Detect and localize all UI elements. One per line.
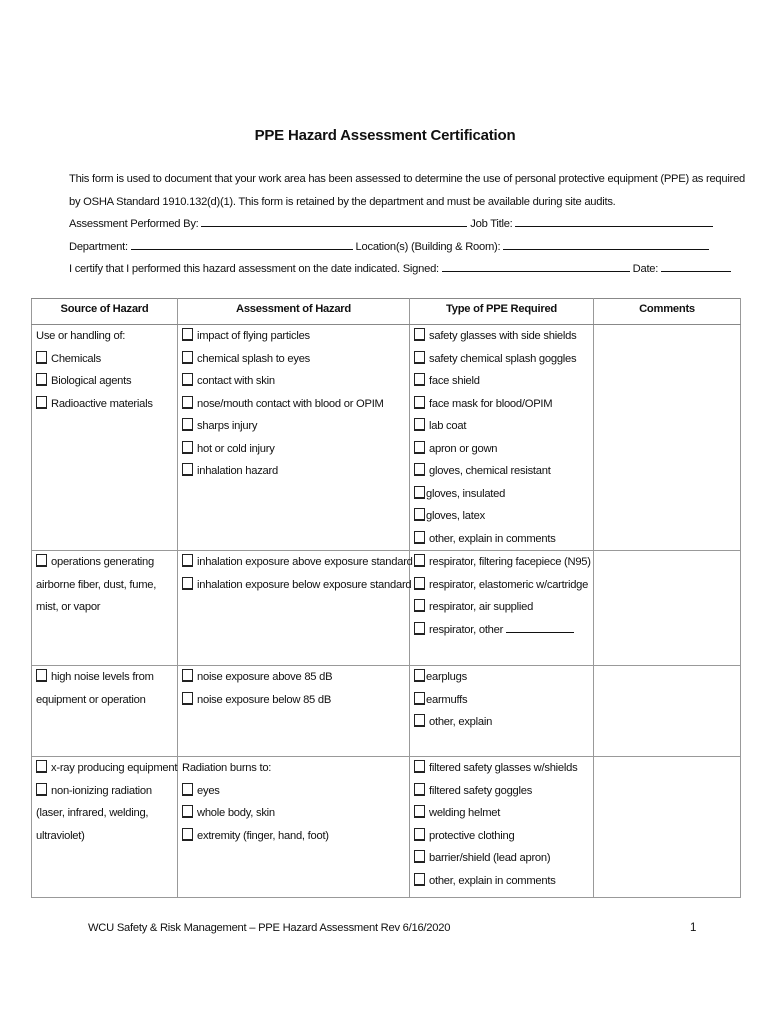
date-field[interactable]: [661, 259, 731, 272]
option-label: eyes: [197, 784, 220, 797]
assessment-option: [182, 574, 412, 597]
assessment-option: [182, 666, 405, 689]
option-label: hot or cold injury: [197, 442, 275, 455]
option-label: sharps injury: [197, 420, 258, 432]
source-cell: [32, 666, 178, 757]
comments-cell[interactable]: [594, 666, 741, 757]
option-label: Chemicals: [51, 352, 101, 365]
table-row: [32, 757, 741, 898]
hazard-assessment-table: [31, 298, 741, 898]
checkbox[interactable]: [182, 554, 193, 567]
checkbox[interactable]: [182, 328, 193, 341]
checkbox[interactable]: [414, 508, 425, 521]
assessment-option: [182, 689, 405, 712]
option-label: other, explain in comments: [429, 532, 556, 545]
comments-cell[interactable]: [594, 325, 741, 551]
signature-field[interactable]: [442, 259, 630, 272]
option-label: whole body, skin: [197, 807, 275, 819]
ppe-option: [414, 870, 589, 893]
checkbox[interactable]: [182, 373, 193, 386]
option-label: Biological agents: [51, 375, 132, 387]
option-label: impact of flying particles: [197, 330, 310, 342]
checkbox[interactable]: [182, 828, 193, 841]
option-label: filtered safety glasses w/shields: [429, 762, 578, 774]
assessment-cell: [178, 666, 410, 757]
assessor-row: [69, 213, 709, 236]
assessment-intro: Radiation burns to:: [182, 762, 272, 774]
checkbox[interactable]: [182, 783, 193, 796]
checkbox[interactable]: [414, 328, 425, 341]
table-header-row: [32, 299, 741, 325]
assessment-cell: [178, 757, 410, 898]
ppe-option: [414, 574, 589, 597]
header-ppe: Type of PPE Required: [410, 299, 594, 325]
source-text: (laser, infrared, welding,: [36, 807, 149, 819]
option-label: gloves, latex: [426, 510, 485, 522]
option-label: protective clothing: [429, 829, 515, 842]
ppe-option: [414, 619, 589, 642]
checkbox[interactable]: [414, 373, 425, 386]
checkbox[interactable]: [182, 692, 193, 705]
option-label: face shield: [429, 375, 480, 387]
option-label: inhalation exposure below exposure standard: [197, 578, 412, 591]
checkbox[interactable]: [414, 714, 425, 727]
source-cell: [32, 551, 178, 666]
option-label: inhalation exposure above exposure standard: [197, 556, 413, 568]
option-label: chemical splash to eyes: [197, 352, 311, 365]
ppe-cell: [410, 666, 594, 757]
ppe-option: [414, 348, 589, 371]
option-label: face mask for blood/OPIM: [429, 397, 553, 410]
assessment-option: [182, 551, 413, 574]
option-label: welding helmet: [429, 807, 501, 819]
checkbox[interactable]: [36, 783, 47, 796]
option-label: apron or gown: [429, 442, 498, 455]
header-source: Source of Hazard: [32, 299, 178, 325]
ppe-option: [414, 711, 589, 734]
page-number: 1: [690, 922, 697, 934]
assessment-option: [182, 438, 405, 461]
certify-row: [69, 258, 709, 281]
intro-line-1: This form is used to document that your work area has been assessed to determine the use of personal protective equipment (PPE) as required: [69, 173, 746, 185]
source-option: [36, 370, 173, 393]
ppe-option: [414, 551, 589, 574]
checkbox[interactable]: [182, 396, 193, 409]
source-text: mist, or vapor: [36, 601, 101, 613]
checkbox[interactable]: [414, 760, 425, 773]
checkbox[interactable]: [414, 669, 425, 682]
source-intro: Use or handling of:: [36, 330, 126, 342]
option-label: filtered safety goggles: [429, 784, 533, 797]
option-label: extremity (finger, hand, foot): [197, 829, 329, 842]
source-option: [36, 551, 173, 574]
checkbox[interactable]: [414, 622, 425, 635]
source-text: airborne fiber, dust, fume,: [36, 578, 157, 591]
ppe-option: [414, 370, 589, 393]
option-label: respirator, air supplied: [429, 601, 534, 613]
option-label: lab coat: [429, 420, 467, 432]
source-cell: [32, 325, 178, 551]
option-label: noise exposure above 85 dB: [197, 671, 333, 683]
option-label: contact with skin: [197, 375, 275, 387]
table-row: [32, 551, 741, 666]
checkbox[interactable]: [414, 418, 425, 431]
table-row: [32, 325, 741, 551]
department-field[interactable]: [131, 237, 353, 250]
assessment-option: [182, 325, 405, 348]
checkbox[interactable]: [414, 577, 425, 590]
checkbox[interactable]: [414, 554, 425, 567]
checkbox[interactable]: [182, 805, 193, 818]
checkbox[interactable]: [36, 351, 47, 364]
respirator-other-field[interactable]: [506, 620, 574, 633]
source-option: [36, 780, 173, 803]
ppe-option: [414, 483, 589, 506]
checkbox[interactable]: [182, 418, 193, 431]
checkbox[interactable]: [414, 783, 425, 796]
option-label: Radioactive materials: [51, 397, 153, 410]
source-option: [36, 348, 173, 371]
ppe-cell: [410, 757, 594, 898]
option-label: earplugs: [426, 671, 467, 683]
option-label: earmuffs: [426, 693, 468, 706]
ppe-option: [414, 802, 589, 825]
source-text: equipment or operation: [36, 693, 146, 706]
assessment-performed-by-label: Assessment Performed By:: [69, 218, 199, 230]
option-label: gloves, insulated: [426, 487, 506, 500]
intro-line-2: by OSHA Standard 1910.132(d)(1). This form is retained by the department and must be available during site audits.: [69, 195, 616, 208]
option-label: safety chemical splash goggles: [429, 352, 577, 365]
option-label: barrier/shield (lead apron): [429, 852, 551, 864]
ppe-option: [414, 415, 589, 438]
option-label: high noise levels from: [51, 671, 154, 683]
source-option: [36, 393, 173, 416]
checkbox[interactable]: [182, 463, 193, 476]
source-cell: [32, 757, 178, 898]
checkbox[interactable]: [36, 554, 47, 567]
ppe-option: [414, 780, 589, 803]
assessment-option: [182, 825, 405, 848]
checkbox[interactable]: [414, 850, 425, 863]
checkbox[interactable]: [182, 351, 193, 364]
checkbox[interactable]: [414, 828, 425, 841]
locations-field[interactable]: [503, 237, 709, 250]
intro-section: [69, 168, 746, 281]
table-row: [32, 666, 741, 757]
checkbox[interactable]: [414, 463, 425, 476]
ppe-option: [414, 847, 589, 870]
option-label: respirator, filtering facepiece (N95): [429, 556, 591, 568]
option-label: nose/mouth contact with blood or OPIM: [197, 397, 384, 410]
ppe-cell: [410, 551, 594, 666]
checkbox[interactable]: [414, 441, 425, 454]
locations-label: Location(s) (Building & Room):: [355, 240, 501, 253]
ppe-option: [414, 757, 589, 780]
checkbox[interactable]: [414, 351, 425, 364]
source-text: ultraviolet): [36, 829, 85, 842]
option-label: non-ionizing radiation: [51, 784, 152, 797]
checkbox[interactable]: [36, 760, 47, 773]
assessment-cell: [178, 325, 410, 551]
source-option: [36, 757, 178, 780]
ppe-option: [414, 325, 589, 348]
ppe-option: [414, 505, 589, 528]
page-title: PPE Hazard Assessment Certification: [254, 127, 516, 144]
option-label: x-ray producing equipment: [51, 762, 178, 774]
ppe-option: [414, 825, 589, 848]
checkbox[interactable]: [414, 873, 425, 886]
checkbox[interactable]: [36, 396, 47, 409]
checkbox[interactable]: [182, 441, 193, 454]
footer-text: WCU Safety & Risk Management – PPE Hazard Assessment Rev 6/16/2020: [88, 922, 451, 934]
option-label: noise exposure below 85 dB: [197, 693, 332, 706]
date-label: Date:: [632, 263, 659, 275]
checkbox[interactable]: [36, 669, 47, 682]
option-label: gloves, chemical resistant: [429, 465, 551, 477]
option-label: safety glasses with side shields: [429, 330, 577, 342]
checkbox[interactable]: [36, 373, 47, 386]
assessment-performed-by-field[interactable]: [201, 214, 467, 227]
checkbox[interactable]: [414, 486, 425, 499]
ppe-option: [414, 393, 589, 416]
ppe-cell: [410, 325, 594, 551]
header-comments: Comments: [594, 299, 741, 325]
option-label: inhalation hazard: [197, 465, 278, 477]
checkbox[interactable]: [414, 599, 425, 612]
ppe-option: [414, 460, 589, 483]
department-label: Department:: [69, 240, 128, 253]
checkbox[interactable]: [414, 396, 425, 409]
header-assessment: Assessment of Hazard: [178, 299, 410, 325]
checkbox[interactable]: [414, 805, 425, 818]
assessment-option: [182, 780, 405, 803]
assessment-option: [182, 348, 405, 371]
department-row: [69, 236, 709, 259]
source-option: [36, 666, 173, 689]
checkbox[interactable]: [182, 669, 193, 682]
comments-cell[interactable]: [594, 551, 741, 666]
job-title-label: Job Title:: [470, 218, 513, 230]
option-label: other, explain in comments: [429, 874, 556, 887]
option-label: respirator, elastomeric w/cartridge: [429, 578, 589, 591]
assessment-cell: [178, 551, 413, 666]
ppe-option: [414, 438, 589, 461]
checkbox[interactable]: [182, 577, 193, 590]
ppe-option: [414, 596, 589, 619]
assessment-option: [182, 460, 405, 483]
assessment-option: [182, 802, 405, 825]
job-title-field[interactable]: [515, 214, 713, 227]
checkbox[interactable]: [414, 692, 425, 705]
checkbox[interactable]: [414, 531, 425, 544]
option-label: operations generating: [51, 556, 154, 568]
assessment-option: [182, 393, 405, 416]
comments-cell[interactable]: [594, 757, 741, 898]
option-label: other, explain: [429, 716, 493, 728]
option-label: respirator, other: [429, 623, 504, 636]
ppe-option: [414, 689, 589, 712]
certify-label: I certify that I performed this hazard assessment on the date indicated. Signed:: [69, 263, 439, 275]
assessment-option: [182, 370, 405, 393]
ppe-option: [414, 528, 589, 551]
ppe-option: [414, 666, 589, 689]
assessment-option: [182, 415, 405, 438]
